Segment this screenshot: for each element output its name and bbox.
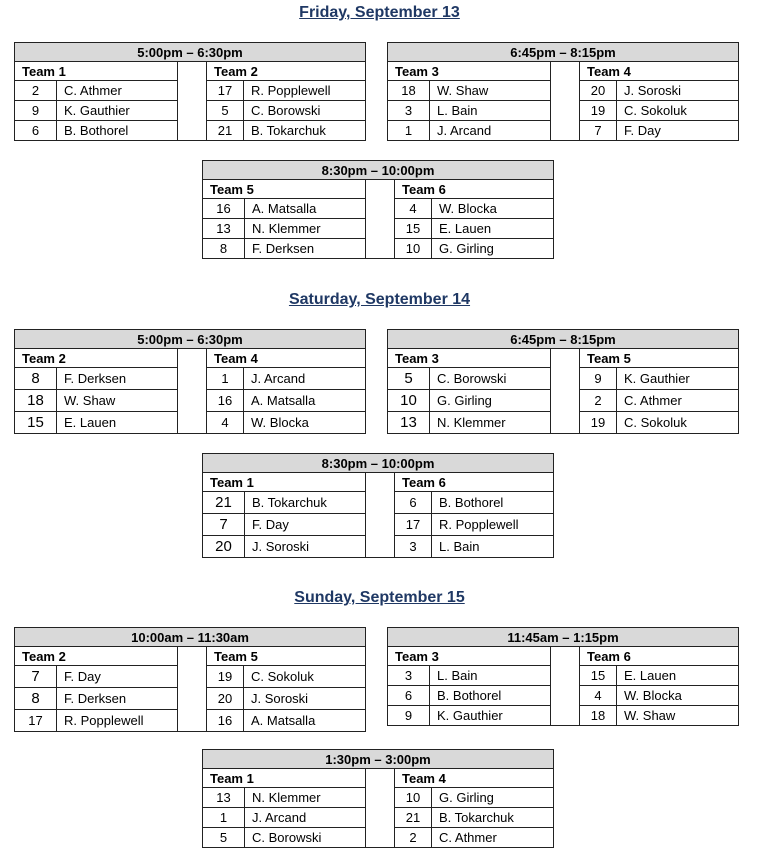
team-b-label: Team 5 <box>207 647 366 666</box>
column-gap <box>178 62 207 141</box>
game-table <box>387 627 739 726</box>
player-name: C. Borowski <box>245 828 366 848</box>
column-gap <box>551 349 580 434</box>
game-table <box>202 453 554 558</box>
player-name: J. Soroski <box>244 688 366 710</box>
day-heading-friday: Friday, September 13 <box>299 4 460 21</box>
player-number: 5 <box>207 101 244 121</box>
game-time: 6:45pm – 8:15pm <box>388 43 739 62</box>
player-name: N. Klemmer <box>245 788 366 808</box>
player-number: 17 <box>15 710 57 732</box>
player-number: 6 <box>15 121 57 141</box>
team-a-label: Team 3 <box>388 349 551 368</box>
player-number: 17 <box>207 81 244 101</box>
player-name: B. Tokarchuk <box>244 121 366 141</box>
player-number: 18 <box>388 81 430 101</box>
player-number: 13 <box>388 412 430 434</box>
player-name: F. Derksen <box>245 239 366 259</box>
team-b-label: Team 5 <box>580 349 739 368</box>
team-a-label: Team 1 <box>203 473 366 492</box>
team-b-label: Team 6 <box>395 473 554 492</box>
player-number: 4 <box>580 686 617 706</box>
player-name: C. Sokoluk <box>617 412 739 434</box>
player-name: G. Girling <box>432 788 554 808</box>
game-time: 8:30pm – 10:00pm <box>203 454 554 473</box>
player-name: L. Bain <box>430 101 551 121</box>
player-name: B. Bothorel <box>430 686 551 706</box>
player-number: 15 <box>15 412 57 434</box>
player-number: 8 <box>15 368 57 390</box>
player-name: B. Tokarchuk <box>245 492 366 514</box>
player-number: 16 <box>207 390 244 412</box>
game-time: 5:00pm – 6:30pm <box>15 43 366 62</box>
player-number: 19 <box>580 412 617 434</box>
player-name: K. Gauthier <box>617 368 739 390</box>
player-number: 16 <box>203 199 245 219</box>
player-number: 5 <box>388 368 430 390</box>
team-a-label: Team 1 <box>203 769 366 788</box>
player-number: 13 <box>203 219 245 239</box>
player-name: G. Girling <box>432 239 554 259</box>
player-name: E. Lauen <box>432 219 554 239</box>
player-name: K. Gauthier <box>57 101 178 121</box>
player-number: 21 <box>203 492 245 514</box>
team-a-label: Team 2 <box>15 647 178 666</box>
player-number: 20 <box>203 536 245 558</box>
team-b-label: Team 6 <box>580 647 739 666</box>
player-name: C. Sokoluk <box>244 666 366 688</box>
day-heading-sunday: Sunday, September 15 <box>294 589 465 606</box>
player-number: 4 <box>207 412 244 434</box>
game-time: 6:45pm – 8:15pm <box>388 330 739 349</box>
game-table <box>387 42 739 141</box>
player-name: W. Blocka <box>617 686 739 706</box>
team-a-label: Team 3 <box>388 647 551 666</box>
player-number: 2 <box>580 390 617 412</box>
player-number: 13 <box>203 788 245 808</box>
player-number: 18 <box>580 706 617 726</box>
player-name: F. Day <box>245 514 366 536</box>
player-number: 9 <box>388 706 430 726</box>
player-number: 3 <box>388 666 430 686</box>
player-name: C. Sokoluk <box>617 101 739 121</box>
player-number: 10 <box>395 239 432 259</box>
player-name: W. Shaw <box>617 706 739 726</box>
player-number: 5 <box>203 828 245 848</box>
game-time: 1:30pm – 3:00pm <box>203 750 554 769</box>
player-name: F. Day <box>617 121 739 141</box>
player-name: B. Bothorel <box>57 121 178 141</box>
game-table <box>202 749 554 848</box>
team-a-label: Team 1 <box>15 62 178 81</box>
player-number: 18 <box>15 390 57 412</box>
player-number: 8 <box>15 688 57 710</box>
player-name: J. Soroski <box>617 81 739 101</box>
player-number: 19 <box>580 101 617 121</box>
player-name: E. Lauen <box>57 412 178 434</box>
player-name: C. Athmer <box>432 828 554 848</box>
player-name: L. Bain <box>430 666 551 686</box>
game-table <box>202 160 554 259</box>
team-b-label: Team 2 <box>207 62 366 81</box>
game-time: 11:45am – 1:15pm <box>388 628 739 647</box>
team-b-label: Team 4 <box>395 769 554 788</box>
player-name: W. Shaw <box>430 81 551 101</box>
team-a-label: Team 2 <box>15 349 178 368</box>
player-name: F. Day <box>57 666 178 688</box>
player-number: 8 <box>203 239 245 259</box>
game-table <box>14 627 366 732</box>
day-heading-saturday: Saturday, September 14 <box>288 291 471 308</box>
column-gap <box>178 349 207 434</box>
player-name: C. Borowski <box>430 368 551 390</box>
player-number: 2 <box>395 828 432 848</box>
team-b-label: Team 6 <box>395 180 554 199</box>
game-table <box>14 42 366 141</box>
player-number: 19 <box>207 666 244 688</box>
game-table <box>387 329 739 434</box>
player-name: N. Klemmer <box>245 219 366 239</box>
player-number: 1 <box>207 368 244 390</box>
player-name: J. Soroski <box>245 536 366 558</box>
player-name: J. Arcand <box>245 808 366 828</box>
player-number: 17 <box>395 514 432 536</box>
player-number: 9 <box>580 368 617 390</box>
column-gap <box>366 180 395 259</box>
column-gap <box>366 769 395 848</box>
player-name: C. Athmer <box>57 81 178 101</box>
game-time: 10:00am – 11:30am <box>15 628 366 647</box>
player-name: N. Klemmer <box>430 412 551 434</box>
player-name: C. Borowski <box>244 101 366 121</box>
player-number: 3 <box>388 101 430 121</box>
player-number: 21 <box>207 121 244 141</box>
player-name: J. Arcand <box>244 368 366 390</box>
player-name: G. Girling <box>430 390 551 412</box>
player-name: A. Matsalla <box>245 199 366 219</box>
player-name: A. Matsalla <box>244 710 366 732</box>
team-a-label: Team 5 <box>203 180 366 199</box>
player-number: 1 <box>388 121 430 141</box>
team-a-label: Team 3 <box>388 62 551 81</box>
player-name: F. Derksen <box>57 368 178 390</box>
game-time: 5:00pm – 6:30pm <box>15 330 366 349</box>
player-name: R. Popplewell <box>432 514 554 536</box>
player-name: L. Bain <box>432 536 554 558</box>
player-number: 10 <box>395 788 432 808</box>
game-time: 8:30pm – 10:00pm <box>203 161 554 180</box>
player-name: R. Popplewell <box>244 81 366 101</box>
player-name: W. Blocka <box>432 199 554 219</box>
player-number: 7 <box>203 514 245 536</box>
player-number: 20 <box>580 81 617 101</box>
player-number: 16 <box>207 710 244 732</box>
column-gap <box>178 647 207 732</box>
player-number: 15 <box>580 666 617 686</box>
player-number: 20 <box>207 688 244 710</box>
column-gap <box>366 473 395 558</box>
player-number: 7 <box>580 121 617 141</box>
player-name: E. Lauen <box>617 666 739 686</box>
player-name: F. Derksen <box>57 688 178 710</box>
player-number: 9 <box>15 101 57 121</box>
player-name: W. Blocka <box>244 412 366 434</box>
player-number: 7 <box>15 666 57 688</box>
column-gap <box>551 647 580 726</box>
game-table <box>14 329 366 434</box>
team-b-label: Team 4 <box>580 62 739 81</box>
player-number: 3 <box>395 536 432 558</box>
team-b-label: Team 4 <box>207 349 366 368</box>
player-number: 6 <box>388 686 430 706</box>
player-name: W. Shaw <box>57 390 178 412</box>
player-number: 2 <box>15 81 57 101</box>
player-number: 21 <box>395 808 432 828</box>
player-name: K. Gauthier <box>430 706 551 726</box>
column-gap <box>551 62 580 141</box>
player-name: A. Matsalla <box>244 390 366 412</box>
player-name: J. Arcand <box>430 121 551 141</box>
player-name: B. Tokarchuk <box>432 808 554 828</box>
player-number: 6 <box>395 492 432 514</box>
player-number: 15 <box>395 219 432 239</box>
player-name: B. Bothorel <box>432 492 554 514</box>
player-number: 10 <box>388 390 430 412</box>
player-number: 1 <box>203 808 245 828</box>
player-name: C. Athmer <box>617 390 739 412</box>
player-number: 4 <box>395 199 432 219</box>
player-name: R. Popplewell <box>57 710 178 732</box>
